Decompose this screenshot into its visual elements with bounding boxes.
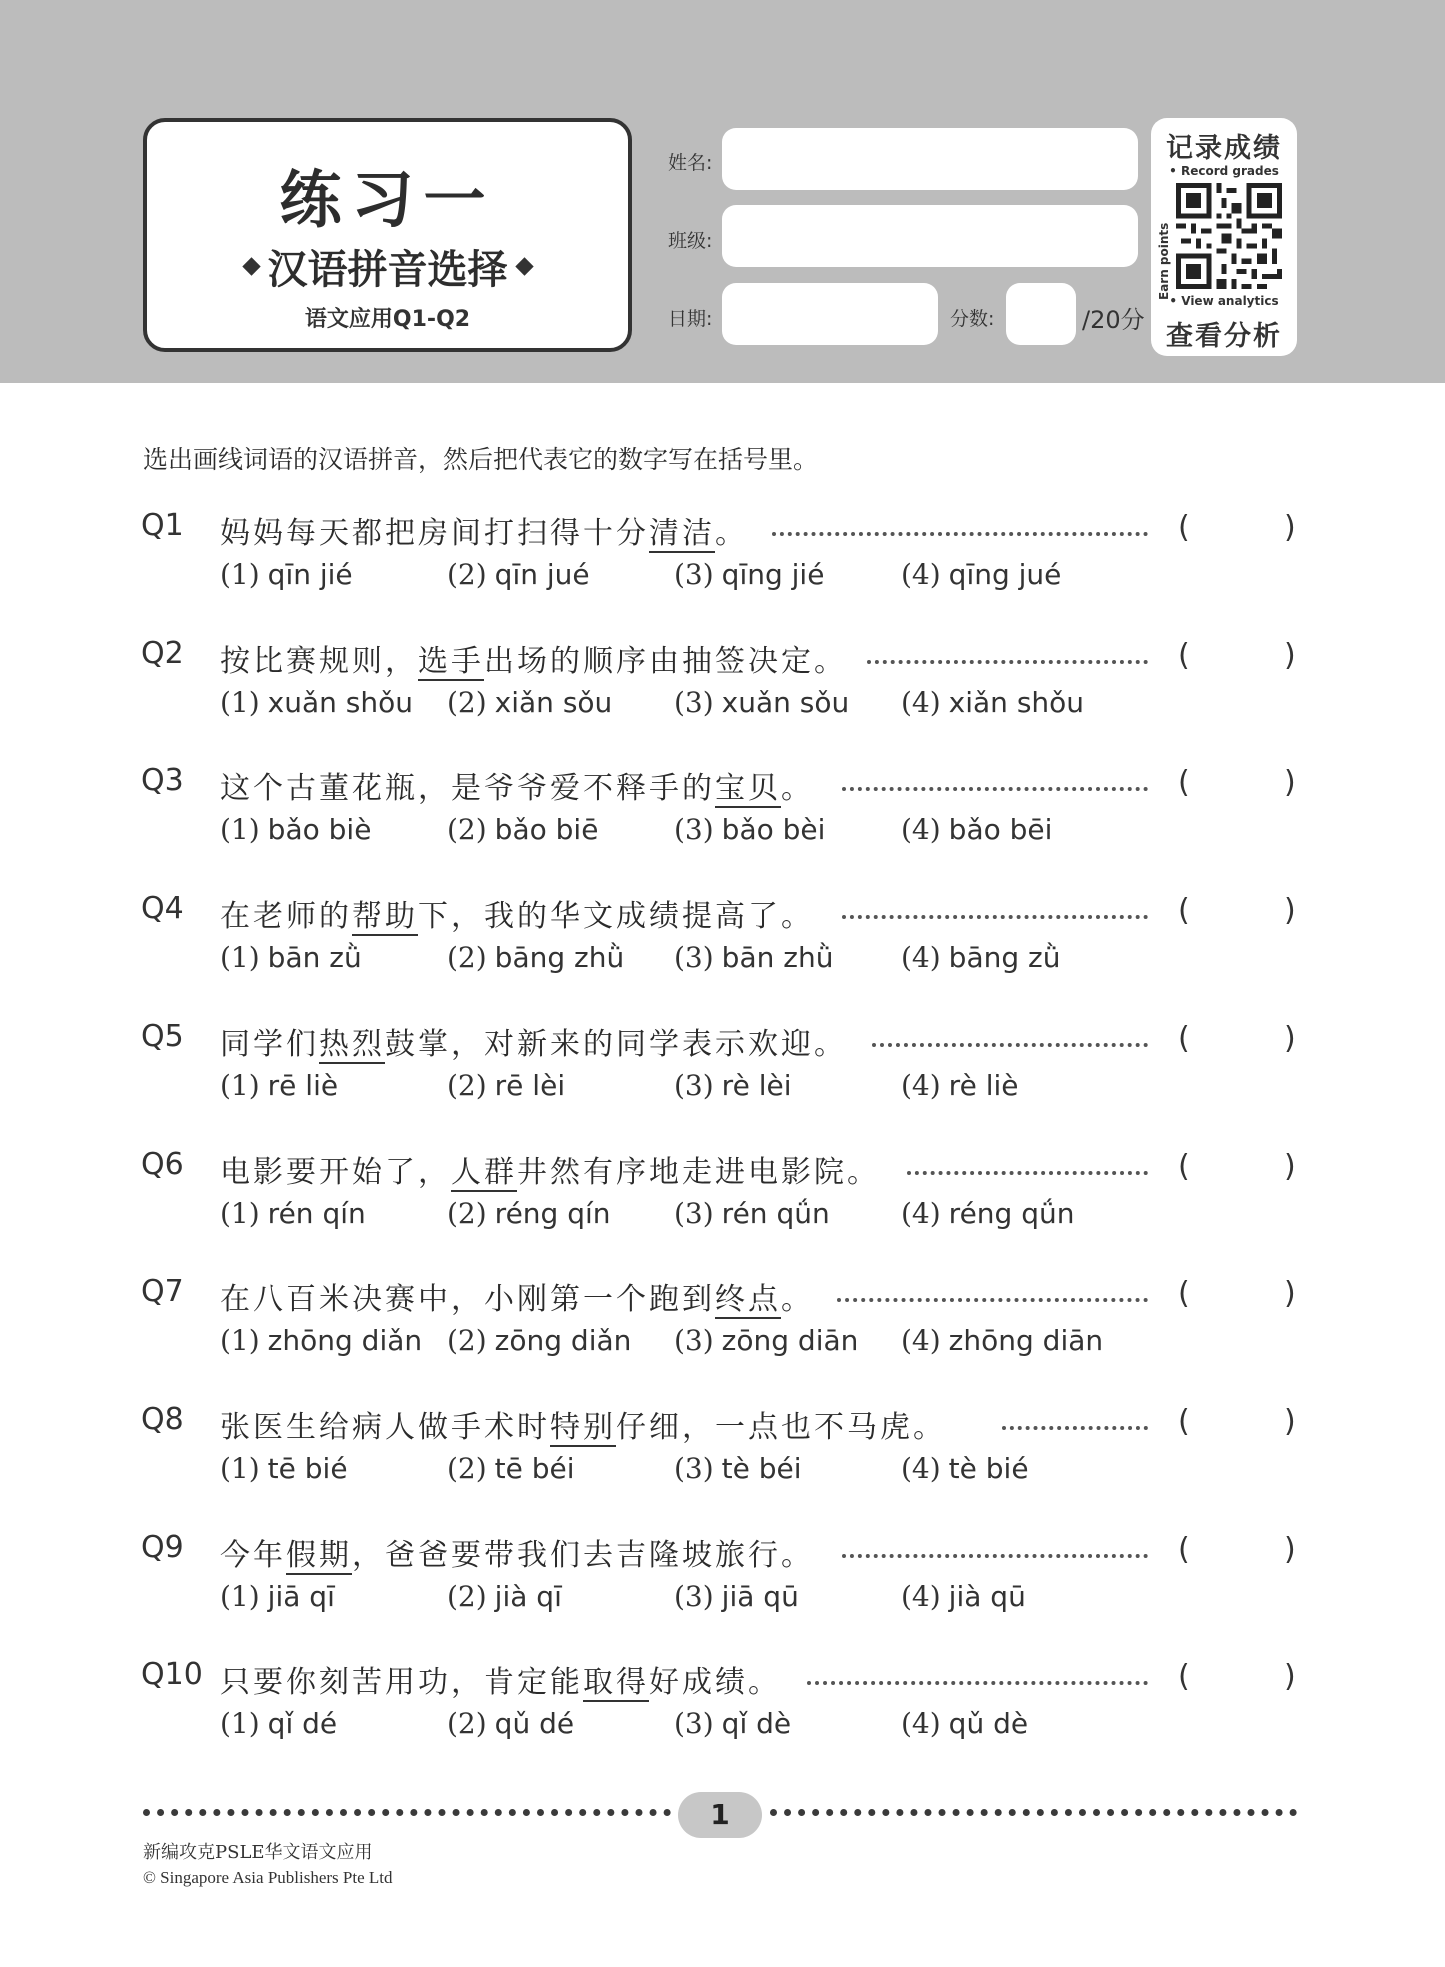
answer-option [901, 1452, 1029, 1485]
question-text-after: 出场的顺序由抽签决定。 [484, 643, 847, 679]
answer-option [447, 1452, 575, 1485]
answer-option [901, 686, 1084, 719]
question-text-before: 按比赛规则， [220, 643, 418, 679]
answer-option [901, 813, 1052, 846]
underlined-word: 人群 [451, 1154, 517, 1190]
option-number: (2) [447, 1707, 487, 1741]
answer-paren-open: ( [1178, 893, 1190, 929]
answer-blank[interactable] [1195, 636, 1285, 676]
answer-option [220, 813, 371, 846]
answer-paren-close: ) [1284, 1148, 1296, 1184]
question-number: Q9 [141, 1529, 184, 1565]
option-pinyin: bān zǜ [267, 941, 362, 975]
question-text-after: 好成绩。 [649, 1665, 781, 1701]
answer-option [447, 1324, 631, 1357]
question-number: Q2 [141, 635, 184, 671]
option-pinyin: rē lèi [494, 1068, 566, 1102]
option-number: (4) [901, 1579, 941, 1613]
question-item [0, 1657, 1445, 1767]
option-pinyin: jiā qū [721, 1579, 799, 1613]
option-pinyin: qǔ dè [948, 1707, 1029, 1741]
option-pinyin: zhōng diān [948, 1324, 1104, 1358]
score-field[interactable] [1006, 283, 1076, 345]
question-text [220, 891, 814, 935]
option-pinyin: xuǎn shǒu [267, 685, 414, 719]
question-item [0, 1147, 1445, 1257]
option-pinyin: bān zhǜ [721, 941, 834, 975]
leader-dots [1002, 1406, 1148, 1430]
answer-blank[interactable] [1195, 1019, 1285, 1059]
option-number: (3) [674, 1068, 714, 1102]
question-number: Q3 [141, 763, 184, 799]
option-pinyin: rē liè [267, 1068, 339, 1102]
answer-option [674, 686, 849, 719]
option-number: (2) [447, 813, 487, 847]
underlined-word: 终点 [715, 1282, 781, 1318]
question-text [220, 1657, 781, 1701]
answer-option [220, 1580, 335, 1613]
qr-card[interactable] [1151, 118, 1297, 356]
title-box [143, 118, 632, 352]
option-number: (2) [447, 1451, 487, 1485]
question-text [220, 508, 748, 552]
option-number: (4) [901, 941, 941, 975]
answer-option [220, 1197, 366, 1230]
option-pinyin: bǎo bēi [948, 813, 1053, 847]
option-number: (3) [674, 1579, 714, 1613]
question-item [0, 636, 1445, 746]
option-pinyin: bǎo bèi [721, 813, 826, 847]
answer-blank[interactable] [1195, 1402, 1285, 1442]
leader-dots [842, 767, 1148, 791]
question-number: Q7 [141, 1274, 184, 1310]
underlined-word: 取得 [583, 1665, 649, 1701]
option-number: (2) [447, 1324, 487, 1358]
leader-dots [907, 1151, 1148, 1175]
answer-paren-open: ( [1178, 510, 1190, 545]
question-text-after: ，爸爸要带我们去吉隆坡旅行。 [352, 1537, 814, 1573]
option-number: (1) [220, 941, 260, 975]
answer-blank[interactable] [1195, 1657, 1285, 1697]
question-item [0, 1019, 1445, 1129]
option-number: (4) [901, 1707, 941, 1741]
score-total: /20分 [1082, 306, 1145, 334]
qr-top-text: 记录成绩 [1166, 133, 1282, 164]
answer-option [447, 1707, 574, 1740]
option-number: (2) [447, 1068, 487, 1102]
leader-dots [842, 895, 1148, 919]
book-title: 新编攻克PSLE华文语文应用 [143, 1842, 373, 1863]
page-subtitle [147, 238, 628, 295]
option-pinyin: bāng zhǜ [494, 941, 625, 975]
option-pinyin: rén qín [267, 1196, 366, 1230]
option-pinyin: jià qī [494, 1579, 562, 1613]
question-text [220, 763, 814, 807]
option-pinyin: xiǎn shǒu [948, 685, 1085, 719]
copyright: © Singapore Asia Publishers Pte Ltd [143, 1868, 393, 1887]
name-field[interactable] [722, 128, 1138, 190]
answer-paren-open: ( [1178, 1659, 1190, 1695]
answer-paren-close: ) [1284, 510, 1296, 545]
option-pinyin: tè béi [721, 1451, 802, 1485]
answer-paren-open: ( [1178, 1148, 1190, 1184]
earn-points-caption: Earn points [1157, 222, 1171, 300]
answer-paren-open: ( [1178, 637, 1190, 673]
leader-dots [872, 1023, 1148, 1047]
option-number: (4) [901, 558, 941, 591]
answer-paren-close: ) [1284, 1403, 1296, 1439]
answer-paren-close: ) [1284, 637, 1296, 673]
leader-dots [807, 1661, 1148, 1685]
option-pinyin: zōng diǎn [494, 1324, 632, 1358]
answer-option [220, 1069, 338, 1102]
answer-paren-open: ( [1178, 1403, 1190, 1439]
question-number: Q5 [141, 1018, 184, 1054]
question-text-before: 这个古董花瓶，是爷爷爱不释手的 [220, 771, 715, 807]
question-number: Q10 [141, 1657, 203, 1693]
diamond-icon [515, 257, 533, 275]
option-number: (2) [447, 1579, 487, 1613]
page-title: 练习一 [279, 163, 496, 236]
record-grades-caption: • Record grades [1169, 164, 1279, 178]
syllabus-reference: 语文应用Q1-Q2 [304, 307, 471, 332]
answer-option [674, 941, 833, 974]
option-pinyin: bǎo biē [494, 813, 599, 847]
leader-dots [772, 512, 1148, 536]
answer-option [674, 1197, 830, 1230]
footer-divider [143, 1809, 671, 1816]
diamond-icon [242, 257, 260, 275]
option-number: (3) [674, 1451, 714, 1485]
question-item [0, 1530, 1445, 1640]
option-pinyin: bāng zǜ [948, 941, 1061, 975]
option-number: (1) [220, 1068, 260, 1102]
leader-dots [837, 1278, 1148, 1302]
answer-option [447, 558, 590, 591]
leader-dots [842, 1534, 1148, 1558]
answer-option [901, 1324, 1103, 1357]
option-pinyin: tē béi [494, 1451, 575, 1485]
question-text [220, 1274, 814, 1318]
option-number: (1) [220, 813, 260, 847]
question-item [0, 1402, 1445, 1512]
option-number: (4) [901, 685, 941, 719]
answer-option [674, 558, 824, 591]
answer-option [447, 1580, 562, 1613]
option-number: (1) [220, 1451, 260, 1485]
answer-blank[interactable] [1195, 891, 1285, 931]
class-label: 班级: [668, 230, 713, 252]
answer-option [674, 1324, 858, 1357]
question-text-before: 电影要开始了， [220, 1154, 451, 1190]
answer-option [674, 813, 825, 846]
answer-option [901, 558, 1061, 591]
option-pinyin: réng qǘn [948, 1196, 1075, 1230]
question-number: Q8 [141, 1401, 184, 1437]
option-number: (1) [220, 1707, 260, 1741]
answer-option [220, 1707, 337, 1740]
answer-option [447, 941, 624, 974]
question-text-after: 下，我的华文成绩提高了。 [418, 899, 814, 935]
option-pinyin: qǐ dé [267, 1707, 338, 1741]
option-pinyin: tè bié [948, 1451, 1029, 1485]
question-item [0, 891, 1445, 1001]
question-item [0, 1274, 1445, 1384]
option-pinyin: zhōng diǎn [267, 1324, 423, 1358]
answer-option [220, 686, 413, 719]
question-number: Q1 [141, 508, 184, 543]
option-number: (1) [220, 558, 260, 591]
question-text-before: 同学们 [220, 1026, 319, 1062]
answer-paren-close: ) [1284, 1531, 1296, 1567]
option-number: (3) [674, 1324, 714, 1358]
question-text [220, 1530, 814, 1574]
qr-code-icon [1176, 182, 1282, 290]
footer-divider [770, 1809, 1297, 1816]
option-number: (4) [901, 813, 941, 847]
answer-blank[interactable] [1195, 508, 1285, 548]
answer-option [674, 1069, 791, 1102]
answer-option [447, 1197, 611, 1230]
answer-paren-close: ) [1284, 765, 1296, 801]
option-number: (3) [674, 1707, 714, 1741]
answer-option [674, 1580, 799, 1613]
instruction: 选出画线词语的汉语拼音，然后把代表它的数字写在括号里。 [143, 445, 819, 474]
option-number: (2) [447, 1196, 487, 1230]
answer-blank[interactable] [1195, 1147, 1285, 1187]
answer-paren-open: ( [1178, 1531, 1190, 1567]
underlined-word: 清洁 [649, 516, 715, 551]
date-field[interactable] [722, 283, 938, 345]
option-pinyin: jià qū [948, 1579, 1026, 1613]
question-text-after: 。 [781, 771, 814, 807]
question-text-before: 妈妈每天都把房间打扫得十分 [220, 516, 649, 551]
answer-option [220, 558, 353, 591]
question-item [0, 508, 1445, 618]
question-text-after: 井然有序地走进电影院。 [517, 1154, 880, 1190]
question-text-before: 张医生给病人做手术时 [220, 1409, 550, 1445]
option-pinyin: rè lèi [721, 1068, 792, 1102]
option-number: (3) [674, 558, 714, 591]
option-number: (3) [674, 685, 714, 719]
option-number: (4) [901, 1068, 941, 1102]
underlined-word: 选手 [418, 643, 484, 679]
answer-option [901, 1580, 1026, 1613]
option-number: (2) [447, 941, 487, 975]
option-pinyin: tē bié [267, 1451, 348, 1485]
underlined-word: 帮助 [352, 899, 418, 935]
underlined-word: 热烈 [319, 1026, 385, 1062]
option-number: (1) [220, 1324, 260, 1358]
answer-option [447, 1069, 565, 1102]
question-text-before: 在老师的 [220, 899, 352, 935]
option-pinyin: qǔ dé [494, 1707, 575, 1741]
answer-option [901, 941, 1060, 974]
name-label: 姓名: [668, 152, 713, 174]
answer-blank[interactable] [1195, 1530, 1285, 1570]
question-item [0, 763, 1445, 873]
question-text [220, 1402, 946, 1446]
option-pinyin: qīng jué [948, 558, 1062, 591]
answer-blank[interactable] [1195, 763, 1285, 803]
option-number: (4) [901, 1451, 941, 1485]
option-number: (1) [220, 1196, 260, 1230]
answer-option [674, 1707, 791, 1740]
answer-option [220, 1452, 348, 1485]
option-pinyin: qǐ dè [721, 1707, 792, 1741]
question-number: Q6 [141, 1146, 184, 1182]
answer-paren-close: ) [1284, 1276, 1296, 1312]
question-text-after: 。 [781, 1282, 814, 1318]
underlined-word: 宝贝 [715, 771, 781, 807]
question-number: Q4 [141, 891, 184, 927]
answer-option [901, 1197, 1074, 1230]
class-field[interactable] [722, 205, 1138, 267]
question-text [220, 1019, 847, 1063]
score-label: 分数: [950, 308, 995, 330]
answer-blank[interactable] [1195, 1274, 1285, 1314]
question-text-after: 仔细，一点也不马虎。 [616, 1409, 946, 1445]
answer-paren-close: ) [1284, 1020, 1296, 1056]
answer-option [447, 686, 612, 719]
answer-option [901, 1069, 1018, 1102]
answer-paren-open: ( [1178, 1276, 1190, 1312]
option-pinyin: qīn jué [494, 558, 590, 591]
option-number: (2) [447, 685, 487, 719]
leader-dots [867, 640, 1148, 664]
option-pinyin: rén qǘn [721, 1196, 830, 1230]
option-number: (4) [901, 1196, 941, 1230]
subtitle-text: 汉语拼音选择 [267, 247, 508, 293]
option-pinyin: xuǎn sǒu [721, 685, 850, 719]
option-number: (4) [901, 1324, 941, 1358]
option-number: (3) [674, 813, 714, 847]
option-pinyin: bǎo biè [267, 813, 372, 847]
question-text [220, 636, 847, 680]
answer-paren-close: ) [1284, 893, 1296, 929]
question-text [220, 1147, 880, 1191]
question-text-before: 今年 [220, 1537, 286, 1573]
option-number: (1) [220, 685, 260, 719]
option-pinyin: xiǎn sǒu [494, 685, 613, 719]
view-analytics-caption: • View analytics [1169, 294, 1279, 308]
question-text-before: 只要你刻苦用功，肯定能 [220, 1665, 583, 1701]
answer-paren-close: ) [1284, 1659, 1296, 1695]
option-number: (1) [220, 1579, 260, 1613]
question-text-after: 。 [715, 516, 748, 551]
qr-bottom-text: 查看分析 [1166, 321, 1282, 352]
option-pinyin: qīng jié [721, 558, 825, 591]
option-number: (3) [674, 1196, 714, 1230]
option-number: (3) [674, 941, 714, 975]
question-text-after: 鼓掌，对新来的同学表示欢迎。 [385, 1026, 847, 1062]
answer-paren-open: ( [1178, 1020, 1190, 1056]
underlined-word: 假期 [286, 1537, 352, 1573]
answer-option [901, 1707, 1028, 1740]
question-text-before: 在八百米决赛中，小刚第一个跑到 [220, 1282, 715, 1318]
date-label: 日期: [668, 308, 713, 330]
answer-option [220, 941, 362, 974]
option-pinyin: qīn jié [267, 558, 353, 591]
underlined-word: 特别 [550, 1409, 616, 1445]
answer-option [674, 1452, 802, 1485]
option-pinyin: rè liè [948, 1068, 1019, 1102]
option-pinyin: jiā qī [267, 1579, 335, 1613]
page-number: 1 [678, 1792, 762, 1838]
answer-option [220, 1324, 422, 1357]
option-pinyin: réng qín [494, 1196, 611, 1230]
option-number: (2) [447, 558, 487, 591]
answer-paren-open: ( [1178, 765, 1190, 801]
option-pinyin: zōng diān [721, 1324, 859, 1358]
answer-option [447, 813, 598, 846]
